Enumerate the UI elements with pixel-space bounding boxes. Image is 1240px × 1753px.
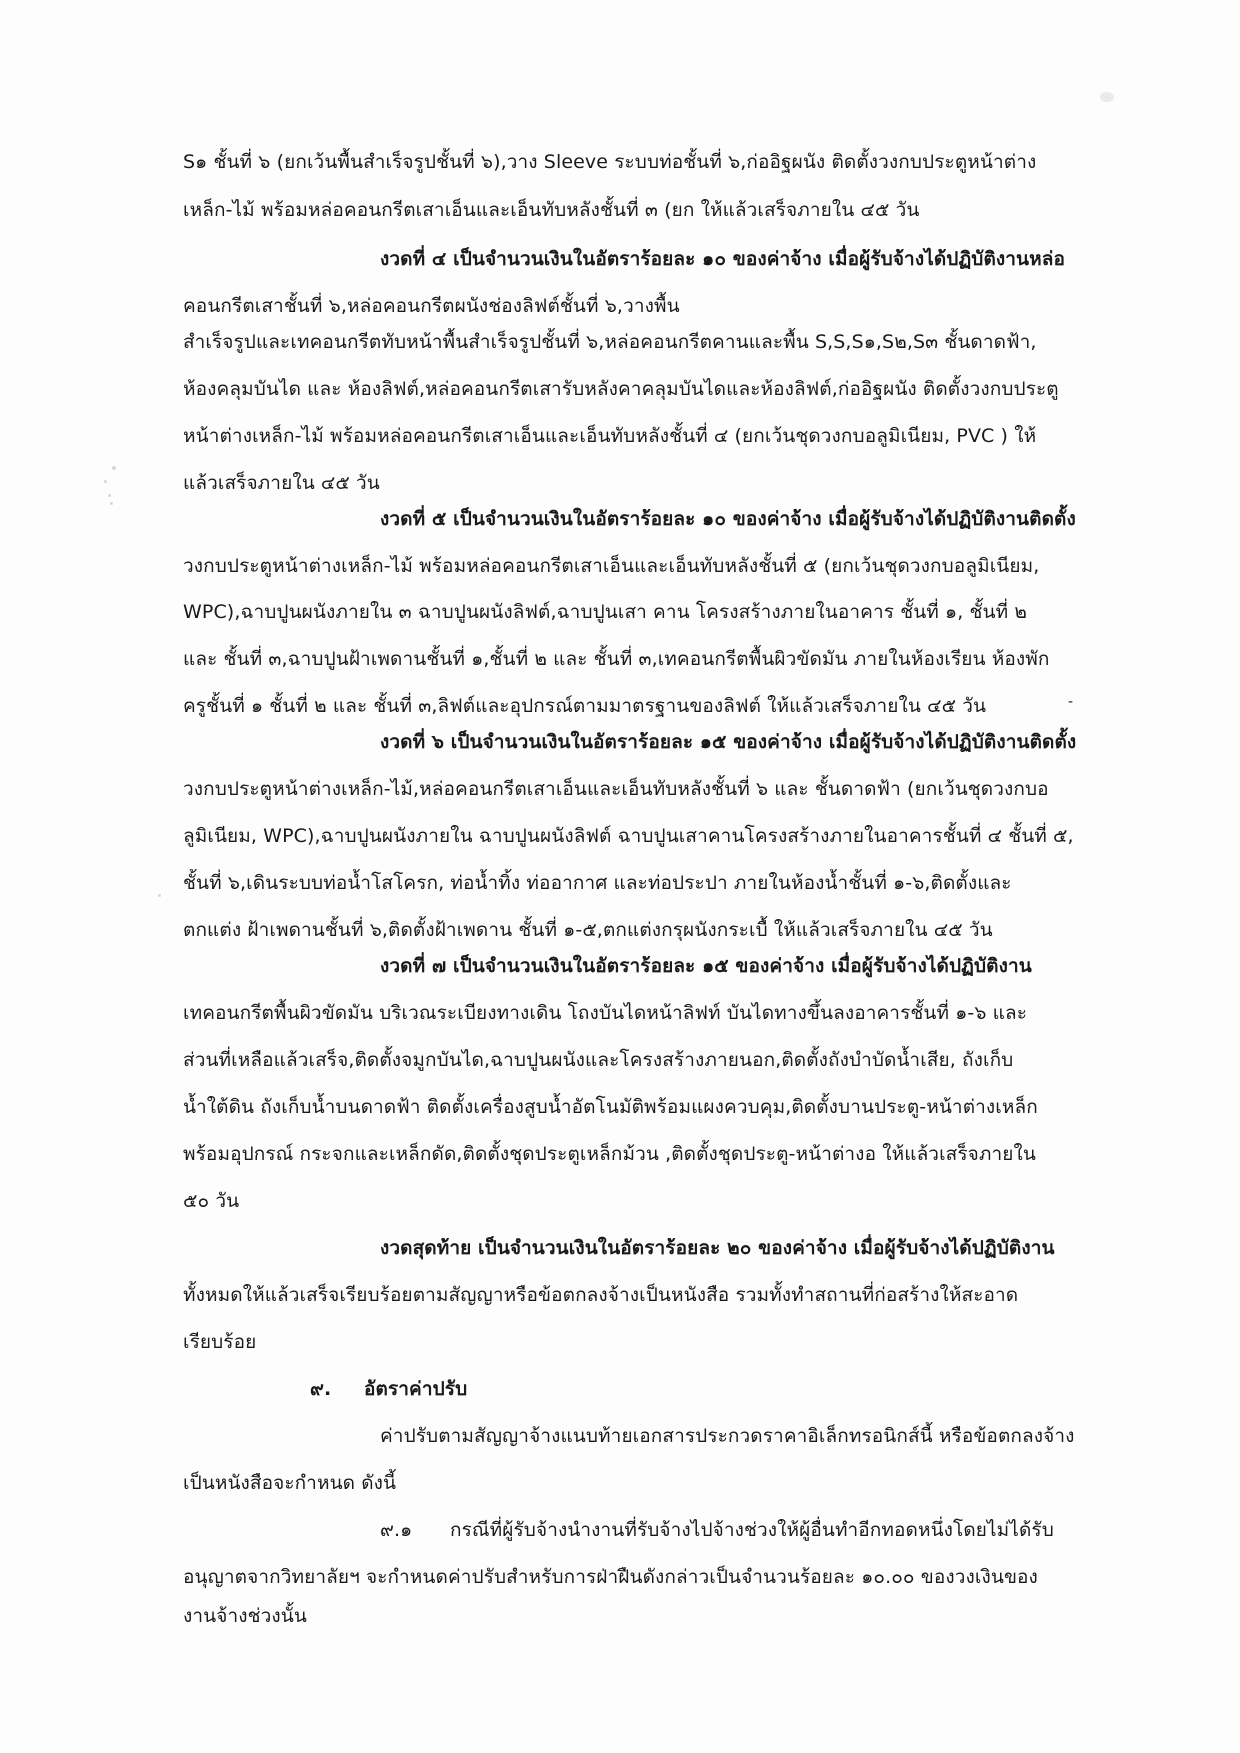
installment-6-heading: งวดที่ ๖ เป็นจำนวนเงินในอัตราร้อยละ ๑๕ ของค่าจ้าง เมื่อผู้รับจ้างได้ปฏิบัติงานติดตั้ง	[380, 731, 1077, 753]
paragraph-line: เหล็ก-ไม้ พร้อมหล่อคอนกรีตเสาเอ็นและเอ็นทับหลังชั้นที่ ๓ (ยก ให้แล้วเสร็จภายใน ๔๕ วัน	[183, 199, 920, 221]
paragraph-line: เป็นหนังสือจะกำหนด ดังนี้	[183, 1472, 397, 1494]
paragraph-line: อนุญาตจากวิทยาลัยฯ จะกำหนดค่าปรับสำหรับการฝ่าฝืนดังกล่าวเป็นจำนวนร้อยละ ๑๐.๐๐ ของวงเงินของ	[183, 1566, 1038, 1588]
paragraph-line: งานจ้างช่วงนั้น	[183, 1605, 307, 1627]
paragraph-line: ตกแต่ง ฝ้าเพดานชั้นที่ ๖,ติดตั้งฝ้าเพดาน ชั้นที่ ๑-๕,ตกแต่งกรุผนังกระเบื้ ให้แล้วเสร็จภายใน ๔๕ วัน	[183, 919, 993, 941]
scan-speck	[112, 466, 116, 470]
paragraph-line: ห้องคลุมบันได และ ห้องลิฟต์,หล่อคอนกรีตเสารับหลังคาคลุมบันไดและห้องลิฟต์,ก่ออิฐผนัง ติดตั้งวงกบประตู	[183, 378, 1059, 400]
section-number: ๙.	[310, 1378, 332, 1400]
installment-5-heading: งวดที่ ๕ เป็นจำนวนเงินในอัตราร้อยละ ๑๐ ของค่าจ้าง เมื่อผู้รับจ้างได้ปฏิบัติงานติดตั้ง	[380, 508, 1076, 530]
paragraph-line: กรณีที่ผู้รับจ้างนำงานที่รับจ้างไปจ้างช่วงให้ผู้อื่นทำอีกทอดหนึ่งโดยไม่ได้รับ	[450, 1519, 1054, 1541]
paragraph-line: เรียบร้อย	[183, 1331, 257, 1353]
installment-4-heading: งวดที่ ๔ เป็นจำนวนเงินในอัตราร้อยละ ๑๐ ของค่าจ้าง เมื่อผู้รับจ้างได้ปฏิบัติงานหล่อ	[380, 248, 1066, 270]
paragraph-line: ลูมิเนียม, WPC),ฉาบปูนผนังภายใน ฉาบปูนผนังลิฟต์ ฉาบปูนเสาคานโครงสร้างภายในอาคารชั้นที่ ๔ ชั้นที่ ๕,	[183, 825, 1074, 847]
paragraph-line: ค่าปรับตามสัญญาจ้างแนบท้ายเอกสารประกวดราคาอิเล็กทรอนิกส์นี้ หรือข้อตกลงจ้าง	[380, 1425, 1075, 1447]
paragraph-line: WPC),ฉาบปูนผนังภายใน ๓ ฉาบปูนผนังลิฟต์,ฉาบปูนเสา คาน โครงสร้างภายในอาคาร ชั้นที่ ๑, ชั้นที่ ๒	[183, 601, 1027, 623]
scan-speck	[108, 494, 111, 497]
scan-speck	[1100, 92, 1114, 102]
paragraph-line: สำเร็จรูปและเทคอนกรีตทับหน้าพื้นสำเร็จรูปชั้นที่ ๖,หล่อคอนกรีตคานและพื้น S,S,S๑,S๒,S๓ ชั้นดาดฟ้า,	[183, 331, 1037, 353]
final-installment-heading: งวดสุดท้าย เป็นจำนวนเงินในอัตราร้อยละ ๒๐ ของค่าจ้าง เมื่อผู้รับจ้างได้ปฏิบัติงาน	[380, 1237, 1055, 1259]
paragraph-line: ครูชั้นที่ ๑ ชั้นที่ ๒ และ ชั้นที่ ๓,ลิฟต์และอุปกรณ์ตามมาตรฐานของลิฟต์ ให้แล้วเสร็จภายใน ๔๕ วัน	[183, 695, 987, 717]
scan-speck	[158, 894, 161, 897]
paragraph-line: คอนกรีตเสาชั้นที่ ๖,หล่อคอนกรีตผนังช่องลิฟต์ชั้นที่ ๖,วางพื้น	[183, 295, 680, 317]
paragraph-line: ส่วนที่เหลือแล้วเสร็จ,ติดตั้งจมูกบันได,ฉาบปูนผนังและโครงสร้างภายนอก,ติดตั้งถังบำบัดน้ำเสีย, ถังเก็บ	[183, 1049, 1014, 1071]
paragraph-line: ๕๐ วัน	[183, 1190, 240, 1212]
paragraph-line: วงกบประตูหน้าต่างเหล็ก-ไม้ พร้อมหล่อคอนกรีตเสาเอ็นและเอ็นทับหลังชั้นที่ ๕ (ยกเว้นชุดวงกบอลูมิเนียม,	[183, 555, 1040, 577]
paragraph-line: หน้าต่างเหล็ก-ไม้ พร้อมหล่อคอนกรีตเสาเอ็นและเอ็นทับหลังชั้นที่ ๔ (ยกเว้นชุดวงกบอลูมิเนียม, PVC ) ให้	[183, 425, 1037, 447]
scan-speck	[110, 502, 113, 505]
scan-speck	[104, 480, 107, 483]
clause-number: ๙.๑	[380, 1519, 413, 1541]
paragraph-line: ชั้นที่ ๖,เดินระบบท่อน้ำโสโครก, ท่อน้ำทิ้ง ท่ออากาศ และท่อประปา ภายในห้องน้ำชั้นที่ ๑-๖,ติดตั้งและ	[183, 872, 1012, 894]
paragraph-line: พร้อมอุปกรณ์ กระจกและเหล็กดัด,ติดตั้งชุดประตูเหล็กม้วน ,ติดตั้งชุดประตู-หน้าต่างอ ให้แล้วเสร็จภายใน	[183, 1143, 1036, 1165]
paragraph-line: น้ำใต้ดิน ถังเก็บน้ำบนดาดฟ้า ติดตั้งเครื่องสูบน้ำอัตโนมัติพร้อมแผงควบคุม,ติดตั้งบานประตู-หน้าต่างเหล็ก	[183, 1096, 1038, 1118]
paragraph-line: แล้วเสร็จภายใน ๔๕ วัน	[183, 472, 380, 494]
installment-7-heading: งวดที่ ๗ เป็นจำนวนเงินในอัตราร้อยละ ๑๕ ของค่าจ้าง เมื่อผู้รับจ้างได้ปฏิบัติงาน	[380, 955, 1032, 977]
section-title: อัตราค่าปรับ	[364, 1378, 468, 1400]
handwritten-mark: -	[1068, 694, 1074, 710]
paragraph-line: เทคอนกรีตพื้นผิวขัดมัน บริเวณระเบียงทางเดิน โถงบันไดหน้าลิฟท์ บันไดทางขึ้นลงอาคารชั้นที่ ๑-๖ และ	[183, 1002, 1028, 1024]
paragraph-line: S๑ ชั้นที่ ๖ (ยกเว้นพื้นสำเร็จรูปชั้นที่ ๖),วาง Sleeve ระบบท่อชั้นที่ ๖,ก่ออิฐผนัง ติดตั้งวงกบประตูหน้าต่าง	[183, 151, 1037, 173]
paragraph-line: วงกบประตูหน้าต่างเหล็ก-ไม้,หล่อคอนกรีตเสาเอ็นและเอ็นทับหลังชั้นที่ ๖ และ ชั้นดาดฟ้า (ยกเว้นชุดวงกบอ	[183, 778, 1049, 800]
paragraph-line: ทั้งหมดให้แล้วเสร็จเรียบร้อยตามสัญญาหรือข้อตกลงจ้างเป็นหนังสือ รวมทั้งทำสถานที่ก่อสร้างให้สะอาด	[183, 1284, 1019, 1306]
paragraph-line: และ ชั้นที่ ๓,ฉาบปูนฝ้าเพดานชั้นที่ ๑,ชั้นที่ ๒ และ ชั้นที่ ๓,เทคอนกรีตพื้นผิวขัดมัน ภายในห้องเรียน ห้องพัก	[183, 648, 1050, 670]
